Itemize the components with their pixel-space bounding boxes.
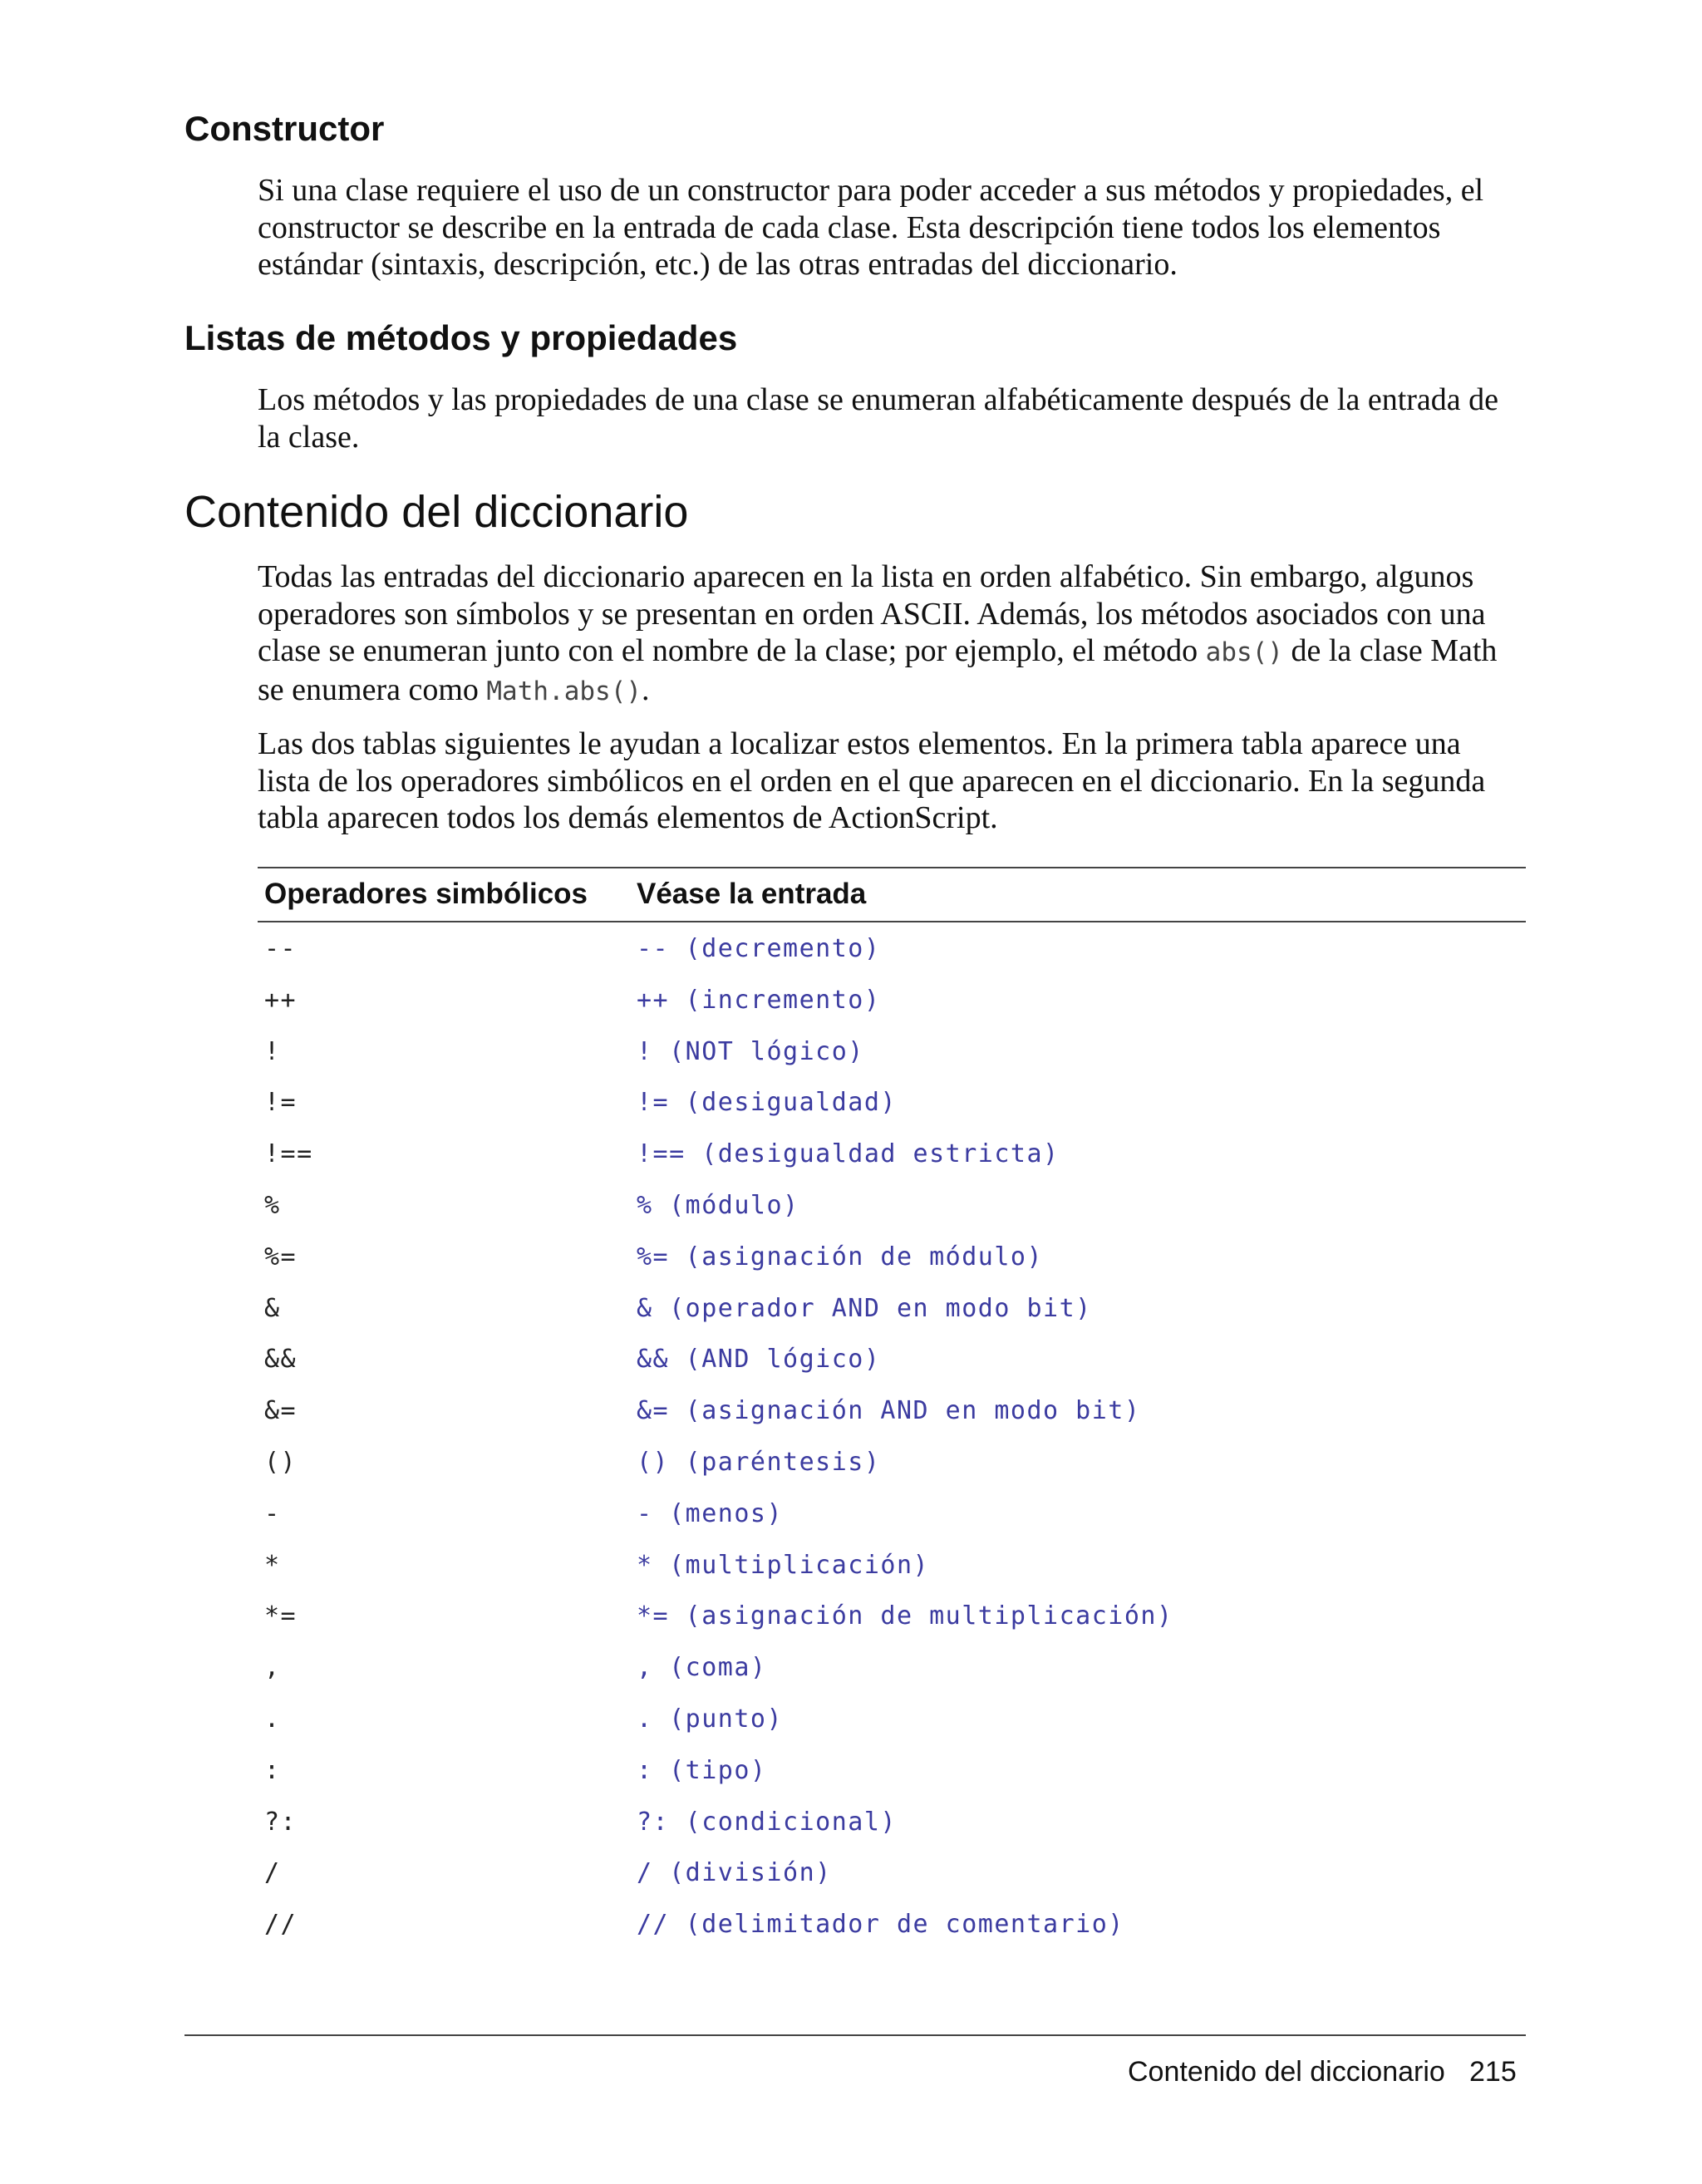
table-row [258, 1231, 1526, 1282]
operator-symbol: ! [264, 1036, 281, 1066]
table-row [258, 1590, 1526, 1641]
operator-symbol: , [264, 1653, 281, 1683]
operator-entry-link[interactable]: . (punto) [637, 1704, 784, 1734]
table-row [258, 1436, 1526, 1488]
operator-entry-link[interactable]: %= (asignación de módulo) [637, 1242, 1044, 1272]
operator-symbol: * [264, 1550, 281, 1580]
operator-symbol: != [264, 1088, 298, 1118]
table-row [258, 1179, 1526, 1231]
paragraph-text: de la clase Math se enumera como [258, 633, 1498, 707]
operator-entry-link[interactable]: : (tipo) [637, 1755, 767, 1785]
table-row [258, 1488, 1526, 1539]
table-row [258, 1385, 1526, 1436]
operator-entry-link[interactable]: *= (asignación de multiplicación) [637, 1601, 1173, 1631]
operator-entry-link[interactable]: -- (decremento) [637, 934, 881, 963]
table-row [258, 1744, 1526, 1796]
operator-entry-link[interactable]: ?: (condicional) [637, 1807, 897, 1837]
table-header [258, 868, 1526, 922]
operator-symbol: & [264, 1293, 281, 1323]
heading-constructor: Constructor [184, 109, 385, 148]
operator-entry-link[interactable]: * (multiplicación) [637, 1550, 930, 1580]
operator-entry-link[interactable]: != (desigualdad) [637, 1088, 897, 1118]
paragraph-text: Todas las entradas del diccionario aparecen en la lista en orden alfabético. Sin embargo, algunos operadores son símbolos y se presentan en orden ASCII. Además, los métodos asociados con una clase se enumeran junto con el nombre de la clase; por ejemplo, el método [258, 559, 1486, 668]
footer-rule [184, 2034, 1526, 2036]
footer-section-title: Contenido del diccionario [1128, 2056, 1445, 2088]
operator-entry-link[interactable]: // (delimitador de comentario) [637, 1910, 1124, 1940]
footer-page-number: 215 [1469, 2056, 1517, 2088]
inline-code-math-abs: Math.abs() [486, 676, 642, 706]
operator-symbol: // [264, 1910, 298, 1940]
operator-entry-link[interactable]: / (división) [637, 1858, 832, 1888]
table-header-symbols: Operadores simbólicos [264, 878, 588, 910]
operator-symbol: &= [264, 1396, 298, 1426]
paragraph-text: . [642, 671, 650, 707]
operator-symbol: % [264, 1190, 281, 1220]
table-row [258, 1641, 1526, 1693]
heading-listas: Listas de métodos y propiedades [184, 318, 738, 357]
table-row [258, 922, 1526, 974]
heading-contenido: Contenido del diccionario [184, 487, 689, 537]
operator-entry-link[interactable]: ++ (incremento) [637, 985, 881, 1015]
paragraph-contenido-1 [258, 558, 1521, 710]
operator-symbol: *= [264, 1601, 298, 1631]
table-row [258, 1128, 1526, 1179]
operator-entry-link[interactable]: & (operador AND en modo bit) [637, 1293, 1092, 1323]
table-row [258, 1898, 1526, 1950]
paragraph-listas: Los métodos y las propiedades de una clase se enumeran alfabéticamente después de la entrada de la clase. [258, 382, 1499, 455]
inline-code-abs: abs() [1205, 637, 1283, 667]
paragraph-constructor: Si una clase requiere el uso de un constructor para poder acceder a sus métodos y propiedades, el constructor se describe en la entrada de cada clase. Esta descripción tiene todos los elementos estándar (sintaxis, descripción, etc.) de las otras entradas del diccionario. [258, 173, 1484, 282]
operator-symbol: && [264, 1345, 298, 1375]
operator-entry-link[interactable]: - (menos) [637, 1498, 784, 1528]
operator-symbol: ++ [264, 985, 298, 1015]
operator-entry-link[interactable]: !== (desigualdad estricta) [637, 1139, 1060, 1169]
operator-symbol: ?: [264, 1807, 298, 1837]
operator-symbol: : [264, 1755, 281, 1785]
operator-entry-link[interactable]: ! (NOT lógico) [637, 1036, 864, 1066]
table-row [258, 1847, 1526, 1898]
operator-symbol: () [264, 1447, 298, 1477]
table-row [258, 974, 1526, 1026]
table-row [258, 1026, 1526, 1077]
operator-entry-link[interactable]: && (AND lógico) [637, 1345, 881, 1375]
operator-entry-link[interactable]: &= (asignación AND en modo bit) [637, 1396, 1141, 1426]
operator-symbol: %= [264, 1242, 298, 1272]
operator-symbol: - [264, 1498, 281, 1528]
operators-table-body [258, 922, 1526, 1950]
table-row [258, 1333, 1526, 1385]
table-row [258, 1693, 1526, 1744]
operator-entry-link[interactable]: , (coma) [637, 1653, 767, 1683]
operator-symbol: -- [264, 934, 298, 963]
table-row [258, 1282, 1526, 1334]
table-row [258, 1796, 1526, 1847]
operator-symbol: !== [264, 1139, 313, 1169]
operator-symbol: / [264, 1858, 281, 1888]
operator-entry-link[interactable]: % (módulo) [637, 1190, 799, 1220]
operator-entry-link[interactable]: () (paréntesis) [637, 1447, 881, 1477]
paragraph-contenido-2: Las dos tablas siguientes le ayudan a localizar estos elementos. En la primera tabla aparece una lista de los operadores simbólicos en el orden en el que aparecen en el diccionario. En la segunda tabla aparecen todos los demás elementos de ActionScript. [258, 726, 1486, 835]
operator-symbol: . [264, 1704, 281, 1734]
table-header-entry: Véase la entrada [637, 878, 867, 910]
table-row [258, 1076, 1526, 1128]
table-row [258, 1539, 1526, 1591]
